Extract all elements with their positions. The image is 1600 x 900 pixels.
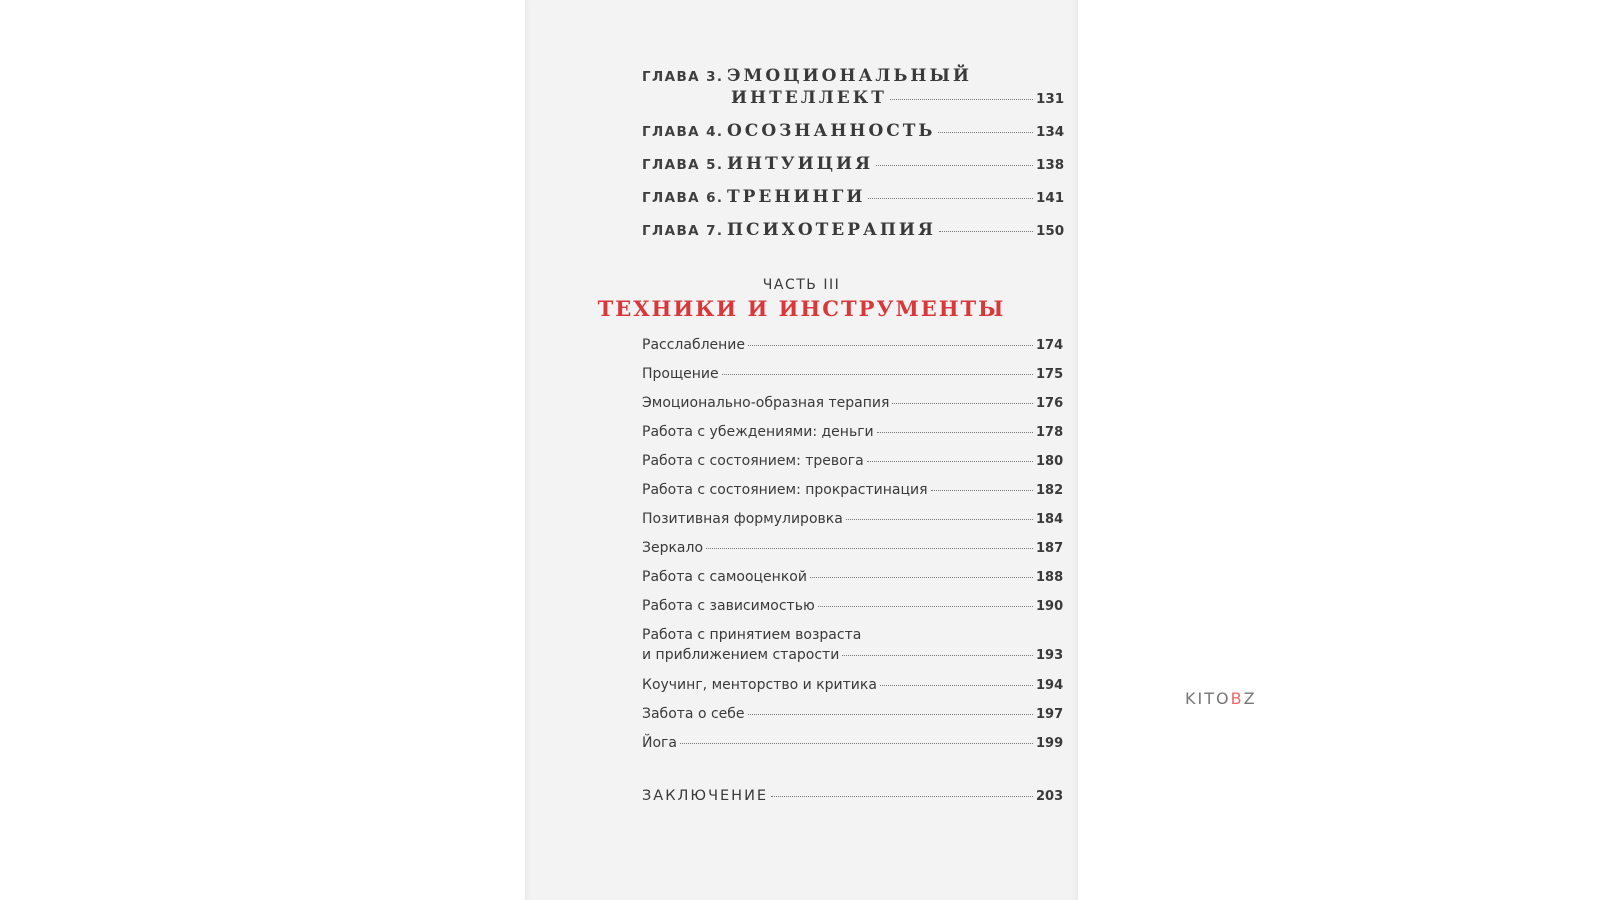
toc-entry — [642, 540, 1062, 556]
page-number: 134 — [1036, 124, 1065, 140]
leader-dots — [748, 345, 1033, 346]
page-number: 138 — [1036, 157, 1065, 173]
entry-title: Прощение — [642, 366, 719, 382]
leader-dots — [706, 548, 1033, 549]
toc-conclusion — [642, 788, 1062, 804]
page-number: 150 — [1036, 223, 1065, 239]
page-number: 180 — [1036, 454, 1064, 469]
entry-title: Забота о себе — [642, 706, 745, 722]
entry-title: Йога — [642, 735, 677, 751]
leader-dots — [892, 403, 1033, 404]
page-number: 184 — [1036, 512, 1064, 527]
page-number: 174 — [1036, 338, 1064, 353]
leader-dots — [771, 796, 1033, 797]
toc-entry — [642, 366, 1062, 382]
watermark-logo: KITOBZ — [1185, 689, 1257, 708]
leader-dots — [748, 714, 1033, 715]
entry-title-cont: и приближением старости — [642, 647, 840, 663]
page-number: 193 — [1036, 648, 1064, 663]
entry-title: Работа с состоянием: тревога — [642, 453, 864, 469]
leader-dots — [810, 577, 1033, 578]
leader-dots — [877, 432, 1033, 433]
entry-title: Эмоционально-образная терапия — [642, 395, 890, 411]
leader-dots — [842, 655, 1033, 656]
leader-dots — [890, 99, 1033, 100]
toc-entry — [642, 598, 1062, 614]
chapter-label: ГЛАВА 6. — [642, 190, 724, 206]
toc-chapter-4 — [642, 121, 1065, 141]
entry-title: Работа с зависимостью — [642, 598, 815, 614]
toc-entry — [642, 337, 1062, 353]
leader-dots — [722, 374, 1033, 375]
chapter-title: ПСИХОТЕРАПИЯ — [727, 220, 936, 240]
toc-entry — [642, 395, 1062, 411]
page-number: 182 — [1036, 483, 1064, 498]
entry-title: Коучинг, менторство и критика — [642, 677, 877, 693]
page-number: 203 — [1036, 789, 1064, 804]
entry-title: Расслабление — [642, 337, 746, 353]
toc-entry — [642, 482, 1062, 498]
chapter-label: ГЛАВА 3. — [642, 69, 724, 85]
page-number: 194 — [1036, 678, 1064, 693]
page-number: 199 — [1036, 736, 1064, 751]
toc-chapter-7 — [642, 220, 1065, 240]
part-label: ЧАСТЬ III — [762, 277, 841, 293]
chapter-title: ТРЕНИНГИ — [727, 187, 866, 207]
leader-dots — [880, 685, 1033, 686]
entry-title: Работа с состоянием: прокрастинация — [642, 482, 928, 498]
toc-entry — [642, 706, 1062, 722]
chapter-label: ГЛАВА 4. — [642, 124, 724, 140]
page-number: 178 — [1036, 425, 1064, 440]
chapter-label: ГЛАВА 7. — [642, 223, 724, 239]
leader-dots — [867, 461, 1033, 462]
chapter-title: ОСОЗНАННОСТЬ — [727, 121, 936, 141]
part-title: ТЕХНИКИ И ИНСТРУМЕНТЫ — [597, 296, 1006, 321]
leader-dots — [680, 743, 1033, 744]
chapter-title: ИНТУИЦИЯ — [727, 154, 874, 174]
entry-title: Зеркало — [642, 540, 704, 556]
leader-dots — [868, 198, 1033, 199]
leader-dots — [939, 231, 1033, 232]
toc-entry — [642, 735, 1062, 751]
leader-dots — [846, 519, 1033, 520]
toc-entry — [642, 627, 1062, 663]
page-number: 188 — [1036, 570, 1064, 585]
chapter-title: ЭМОЦИОНАЛЬНЫЙ — [727, 66, 972, 86]
page-number: 176 — [1036, 396, 1064, 411]
leader-dots — [931, 490, 1033, 491]
entry-title: Работа с самооценкой — [642, 569, 807, 585]
leader-dots — [876, 165, 1033, 166]
leader-dots — [818, 606, 1033, 607]
toc-entry — [642, 453, 1062, 469]
chapter-title-cont: ИНТЕЛЛЕКТ — [731, 88, 887, 108]
toc-chapter-5 — [642, 154, 1065, 174]
toc-entry — [642, 569, 1062, 585]
page-number: 141 — [1036, 190, 1065, 206]
leader-dots — [938, 132, 1033, 133]
entry-title: Работа с убеждениями: деньги — [642, 424, 874, 440]
page-number: 197 — [1036, 707, 1064, 722]
book-page — [525, 0, 1078, 900]
entry-title: Позитивная формулировка — [642, 511, 843, 527]
toc-entry — [642, 424, 1062, 440]
toc-chapter-6 — [642, 187, 1065, 207]
page-number: 190 — [1036, 599, 1064, 614]
toc-entry — [642, 511, 1062, 527]
page-number: 187 — [1036, 541, 1064, 556]
chapter-label: ГЛАВА 5. — [642, 157, 724, 173]
conclusion-title: ЗАКЛЮЧЕНИЕ — [642, 788, 769, 804]
page-number: 131 — [1036, 91, 1065, 107]
entry-title: Работа с принятием возраста — [642, 627, 862, 643]
toc-entry — [642, 677, 1062, 693]
page-number: 175 — [1036, 367, 1064, 382]
